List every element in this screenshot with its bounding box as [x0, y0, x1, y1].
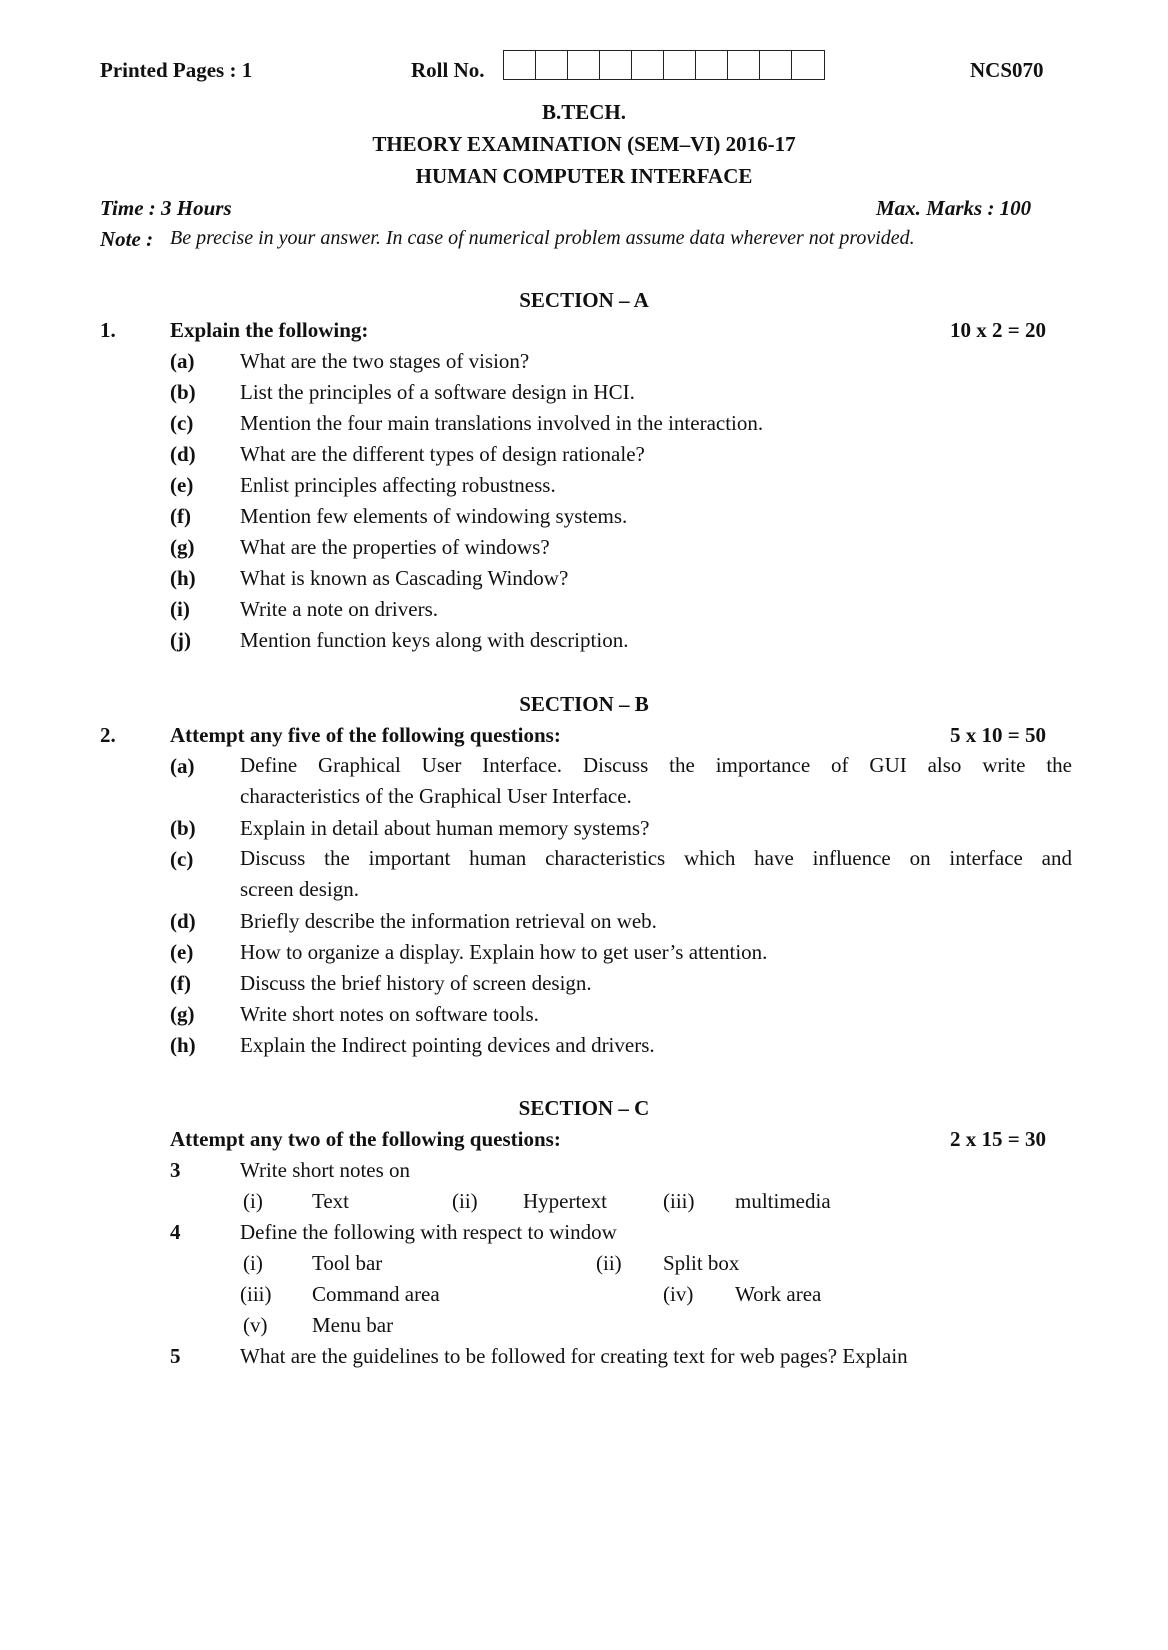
item-line: Discuss the important human characteristics which have influence on interface and: [240, 846, 1072, 870]
list-item: [240, 843, 1072, 905]
list-item: What are the two stages of vision?: [240, 349, 530, 373]
option-label: (v): [243, 1313, 268, 1337]
option-text: Menu bar: [312, 1313, 394, 1337]
item-label: (h): [170, 1033, 196, 1057]
item-line: characteristics of the Graphical User Interface.: [240, 784, 632, 808]
option-label: (iii): [663, 1189, 695, 1213]
printed-pages: Printed Pages : 1: [100, 58, 253, 82]
list-item: Discuss the brief history of screen design.: [240, 971, 592, 995]
item-label: (a): [170, 349, 195, 373]
option-text: Split box: [663, 1251, 740, 1275]
list-item: Write a note on drivers.: [240, 597, 439, 621]
list-item: What are the properties of windows?: [240, 535, 550, 559]
roll-no-box[interactable]: [792, 51, 824, 79]
section-b-title: SECTION – B: [519, 692, 649, 716]
roll-no-box[interactable]: [632, 51, 664, 79]
item-label: (g): [170, 1002, 195, 1026]
roll-no-box[interactable]: [696, 51, 728, 79]
item-label: (e): [170, 473, 194, 497]
item-label: (a): [170, 754, 195, 778]
exam-time: Time : 3 Hours: [100, 196, 232, 220]
item-label: (b): [170, 816, 196, 840]
list-item: Explain in detail about human memory systems?: [240, 816, 650, 840]
q3-number: 3: [170, 1158, 181, 1182]
item-label: (g): [170, 535, 195, 559]
list-item: Write short notes on software tools.: [240, 1002, 539, 1026]
option-label: (iii): [240, 1282, 272, 1306]
item-line: screen design.: [240, 877, 359, 901]
roll-no-box[interactable]: [600, 51, 632, 79]
item-label: (d): [170, 909, 196, 933]
item-label: (f): [170, 504, 191, 528]
item-label: (i): [170, 597, 190, 621]
q1-number: 1.: [100, 318, 116, 342]
option-text: Hypertext: [523, 1189, 607, 1213]
list-item: [240, 750, 1072, 812]
list-item: Mention few elements of windowing systems.: [240, 504, 628, 528]
option-text: Command area: [312, 1282, 440, 1306]
item-label: (h): [170, 566, 196, 590]
q1-marks: 10 x 2 = 20: [950, 318, 1046, 342]
section-c-instruction: Attempt any two of the following questions:: [170, 1127, 561, 1151]
list-item: What is known as Cascading Window?: [240, 566, 569, 590]
list-item: Enlist principles affecting robustness.: [240, 473, 556, 497]
option-text: Work area: [735, 1282, 822, 1306]
roll-no-boxes[interactable]: [503, 50, 825, 80]
list-item: List the principles of a software design in HCI.: [240, 380, 635, 404]
q4-text: Define the following with respect to window: [240, 1220, 617, 1244]
section-c-marks: 2 x 15 = 30: [950, 1127, 1046, 1151]
item-label: (j): [170, 628, 191, 652]
option-label: (i): [243, 1189, 263, 1213]
list-item: Briefly describe the information retrieval on web.: [240, 909, 657, 933]
note-label: Note :: [100, 227, 154, 251]
list-item: Mention function keys along with description.: [240, 628, 629, 652]
roll-no-box[interactable]: [664, 51, 696, 79]
item-label: (c): [170, 847, 194, 871]
item-line: Define Graphical User Interface. Discuss the importance of GUI also write the: [240, 753, 1072, 777]
option-label: (ii): [452, 1189, 478, 1213]
q5-text: What are the guidelines to be followed for creating text for web pages? Explain: [240, 1344, 908, 1368]
item-label: (e): [170, 940, 194, 964]
section-c-title: SECTION – C: [518, 1096, 650, 1120]
option-text: Text: [312, 1189, 350, 1213]
exam-title: THEORY EXAMINATION (SEM–VI) 2016-17: [372, 132, 796, 156]
item-label: (f): [170, 971, 191, 995]
q2-instruction: Attempt any five of the following questions:: [170, 723, 561, 747]
q3-text: Write short notes on: [240, 1158, 411, 1182]
item-label: (b): [170, 380, 196, 404]
option-label: (iv): [663, 1282, 694, 1306]
q2-number: 2.: [100, 723, 116, 747]
item-label: (d): [170, 442, 196, 466]
option-text: Tool bar: [312, 1251, 383, 1275]
q5-number: 5: [170, 1344, 181, 1368]
roll-no-box[interactable]: [728, 51, 760, 79]
note-text: Be precise in your answer. In case of numerical problem assume data wherever not provided.: [170, 227, 915, 249]
roll-no-label: Roll No.: [411, 58, 485, 82]
item-label: (c): [170, 411, 194, 435]
section-a-title: SECTION – A: [519, 288, 649, 312]
roll-no-box[interactable]: [536, 51, 568, 79]
list-item: Explain the Indirect pointing devices and drivers.: [240, 1033, 655, 1057]
option-text: multimedia: [735, 1189, 831, 1213]
subject-title: HUMAN COMPUTER INTERFACE: [415, 164, 753, 188]
roll-no-box[interactable]: [568, 51, 600, 79]
list-item: What are the different types of design rationale?: [240, 442, 645, 466]
q4-number: 4: [170, 1220, 181, 1244]
list-item: How to organize a display. Explain how to get user’s attention.: [240, 940, 768, 964]
max-marks: Max. Marks : 100: [876, 196, 1032, 220]
roll-no-box[interactable]: [760, 51, 792, 79]
list-item: Mention the four main translations involved in the interaction.: [240, 411, 764, 435]
roll-no-box[interactable]: [504, 51, 536, 79]
q2-marks: 5 x 10 = 50: [950, 723, 1046, 747]
option-label: (ii): [596, 1251, 622, 1275]
option-label: (i): [243, 1251, 263, 1275]
q1-instruction: Explain the following:: [170, 318, 369, 342]
degree-title: B.TECH.: [541, 100, 627, 124]
paper-code: NCS070: [970, 58, 1044, 82]
